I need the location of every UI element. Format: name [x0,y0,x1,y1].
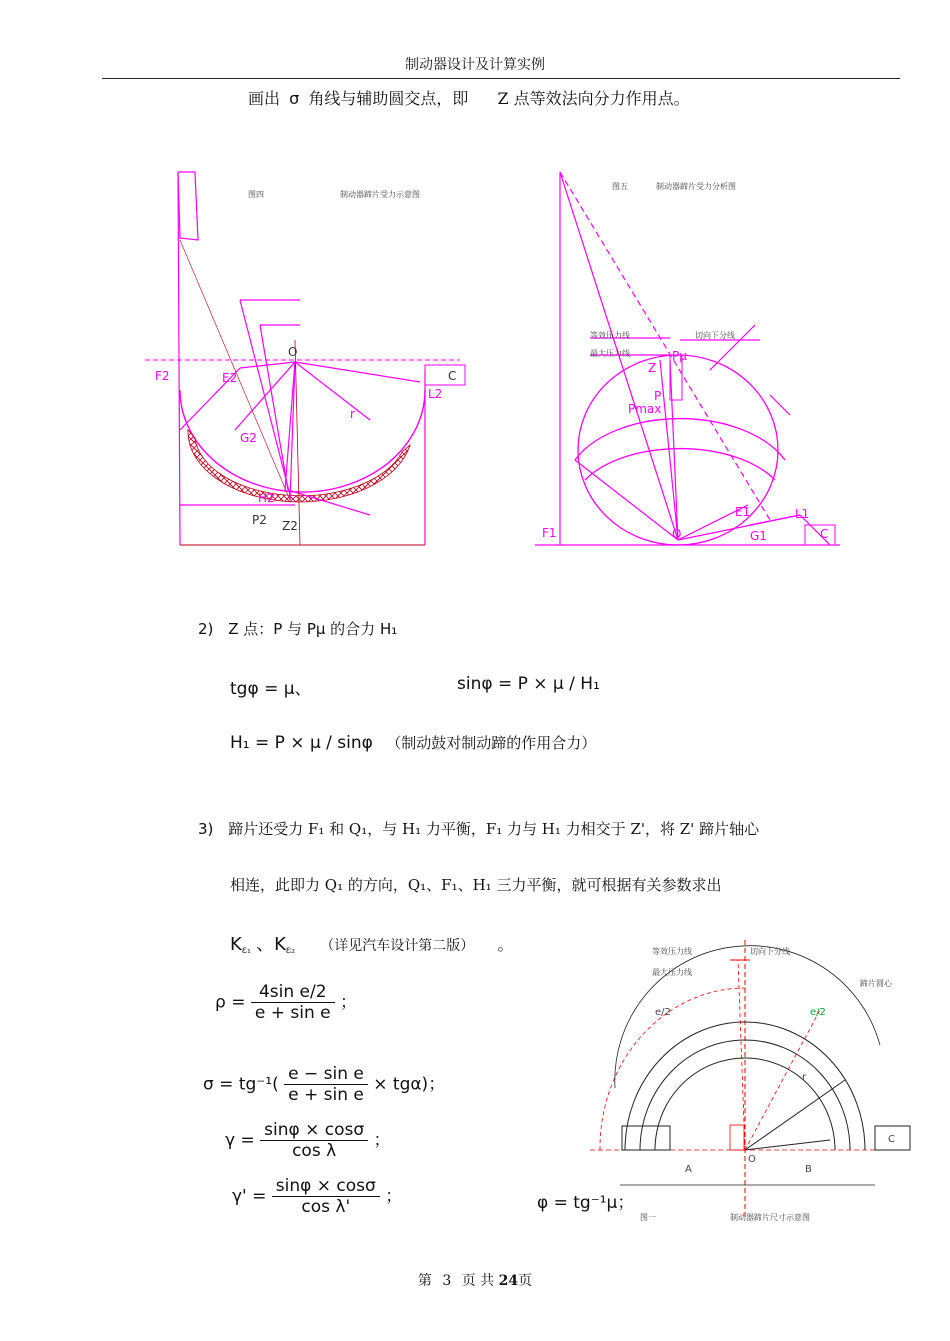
label-c: C [448,369,457,383]
caption-a: 图四 [248,190,264,199]
rho-fraction [251,982,335,1023]
label-o-bottom: O [748,1154,756,1165]
formula-h1-expr: H₁ = P × μ / sinφ [230,733,373,753]
label-pmax: Pmax [628,402,662,416]
label-o-right: O [672,527,682,541]
formula-sinphi: sinφ = P × μ / H₁ [457,674,600,694]
sigma-denominator: e + sin e [288,1085,364,1105]
figure-right [530,160,850,560]
footer-total-pages: 24 [498,1273,519,1289]
formula-tgphi: tgφ = μ、 [230,679,312,699]
bottom-note-max: 最大压力线 [652,968,692,977]
caption-b: 制动器蹄片受力示意图 [340,190,420,199]
note-tangent: 切向下分线 [695,331,735,340]
gammap-numerator: sinφ × cosσ [272,1176,380,1197]
formula-gamma [225,1120,391,1161]
item3-number: 3) [198,820,214,838]
label-o: O [288,345,298,359]
footer-page-number: 3 [442,1273,452,1289]
formula-phi: φ = tg⁻¹μ； [537,1193,635,1213]
item3-period: 。 [497,935,514,954]
gamma-numerator: sinφ × cosσ [260,1120,368,1141]
formula-gamma-prime [232,1176,402,1217]
label-f1: F1 [542,526,557,540]
label-pmu: Pμ [672,349,687,363]
intro-sigma: σ [289,89,300,108]
label-l1: L1 [795,507,810,521]
label-e2-right: e/2 [810,1007,826,1018]
caption-right-b: 制动器蹄片受力分析图 [656,182,736,191]
label-p: P [654,389,662,403]
intro-line [248,86,690,109]
footer-prefix: 第 [417,1273,432,1289]
label-c-right: C [820,527,829,541]
k1-symbol: K [230,934,242,955]
bottom-note-equiv: 等效压力线 [652,947,692,956]
note-max: 最大压力线 [590,349,630,358]
reference-note: （详见汽车设计第二版） [320,938,475,954]
label-g1: G1 [750,529,767,543]
label-e2-left: e/2 [655,1007,671,1018]
rho-lhs: ρ = [215,992,246,1013]
footer-mid: 页 共 [461,1273,495,1289]
note-equiv: 等效压力线 [590,331,630,340]
label-a: A [685,1164,692,1175]
figure-left-svg [140,160,480,560]
gamma-semicolon: ； [373,1130,391,1151]
bottom-caption-a: 图一 [640,1213,656,1222]
item3-line1 [198,818,759,839]
page-header: 制动器设计及计算实例 [405,57,545,73]
figure-left [140,160,480,560]
gamma-lhs: γ = [225,1130,255,1151]
caption-right-a: 图五 [612,182,628,191]
item3-line2: 相连，此即力 Q₁ 的方向，Q₁、F₁、H₁ 三力平衡，就可根据有关参数求出 [230,876,722,894]
label-g2: G2 [240,431,257,445]
formula-h1-note: （制动鼓对制动蹄的作用合力） [386,734,597,752]
label-b: B [805,1164,812,1175]
figure-bottom [590,940,920,1230]
label-z2: Z2 [282,519,298,533]
item3-text1: 蹄片还受力 F₁ 和 Q₁，与 H₁ 力平衡，F₁ 力与 H₁ 力相交于 Z'，将 Z' 蹄片轴心 [228,820,760,838]
gamma-denominator: cos λ [292,1141,337,1161]
bottom-note-center: 蹄片圆心 [860,979,892,988]
label-z: Z [648,361,657,375]
label-r-bottom: r [802,1072,807,1083]
page-footer [0,1270,950,1290]
intro-text-2: 角线与辅助圆交点，即 [308,89,469,108]
sigma-fraction [284,1064,368,1105]
footer-suffix: 页 [518,1273,533,1289]
rho-denominator: e + sin e [254,1003,331,1023]
label-c-bottom: C [888,1134,895,1145]
sigma-numerator: e − sin e [284,1064,368,1085]
formula-h1 [230,732,596,753]
item3-line3: $K_{\varepsilon_1}$ 、$K_{\varepsilon_2}$ （详见汽车设计第二版） 。 [230,934,514,956]
label-l2: L2 [428,387,443,401]
header-rule [102,78,900,79]
k2-symbol: 、K [256,934,286,955]
gamma-fraction [260,1120,368,1161]
label-r: r [350,407,355,421]
bottom-caption-b: 制动器蹄片尺寸示意图 [730,1213,810,1222]
label-h2: H2 [258,491,275,505]
figure-right-svg [530,160,850,560]
rho-semicolon: ； [340,992,357,1013]
label-e1: E1 [735,505,751,519]
sigma-tail: × tgα)； [373,1074,446,1095]
label-f2: F2 [155,369,170,383]
bottom-note-tangent: 切向下分线 [750,947,790,956]
item2-line1 [198,618,397,639]
figure-bottom-svg [590,940,920,1230]
formula-sigma [203,1064,445,1105]
gammap-semicolon: ； [385,1186,403,1207]
item2-text: Z 点：P 与 Pμ 的合力 H₁ [228,620,398,638]
intro-text-1: 画出 [248,89,281,108]
item2-number: 2) [198,620,214,638]
rho-numerator: 4sin e/2 [251,982,335,1003]
formula-rho [215,982,357,1023]
gammap-denominator: cos λ' [301,1197,351,1217]
gammap-fraction [272,1176,380,1217]
label-p2: P2 [252,513,267,527]
label-e2: E2 [222,371,238,385]
gammap-lhs: γ' = [232,1186,267,1207]
sigma-lhs: σ = tg⁻¹( [203,1074,279,1095]
intro-text-3: Z 点等效法向分力作用点。 [497,89,690,108]
